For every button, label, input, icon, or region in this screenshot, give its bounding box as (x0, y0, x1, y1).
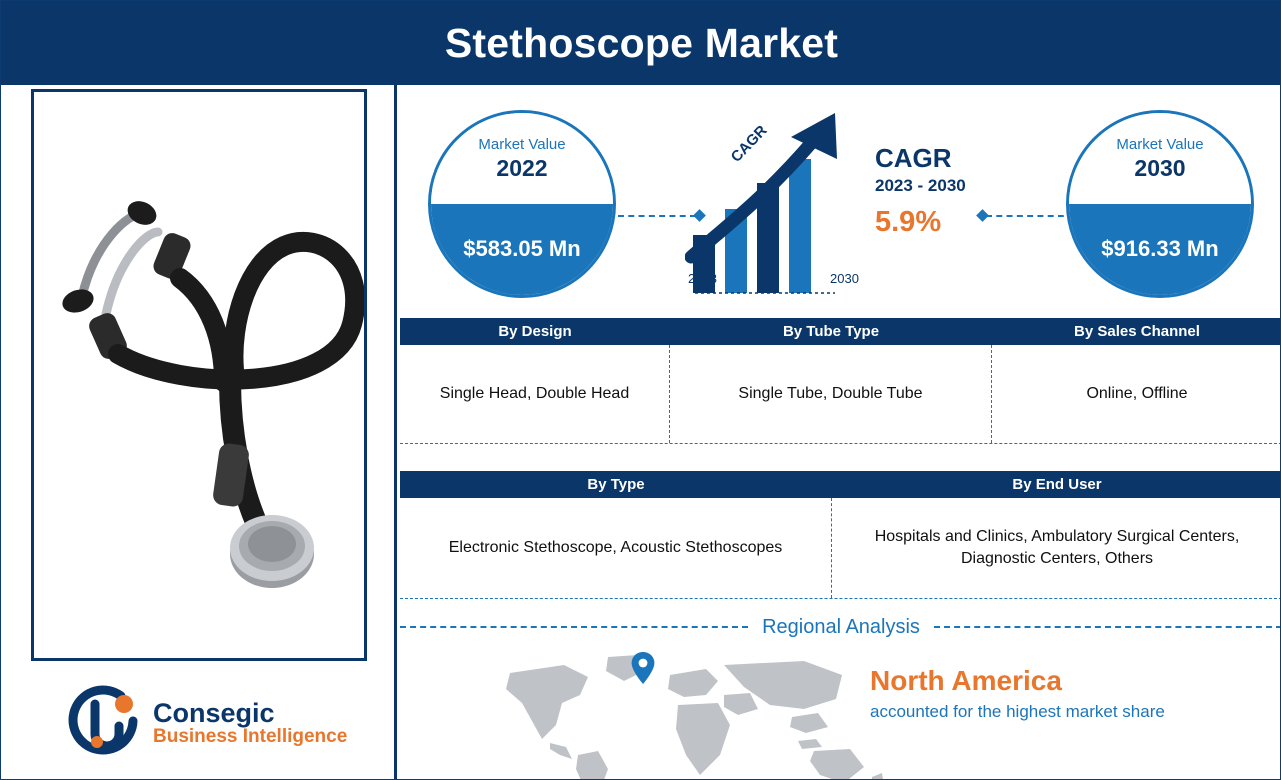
segment-value-by-design: Single Head, Double Head (400, 345, 670, 443)
map-pin-icon (631, 651, 655, 690)
cagr-period: 2023 - 2030 (875, 176, 966, 195)
segment-header-by-design: By Design (498, 323, 572, 340)
market-value-label-2022: Market Value (478, 135, 566, 153)
market-value-strip (400, 85, 1281, 318)
left-panel (1, 85, 397, 780)
segment-header-by-tube-type: By Tube Type (782, 323, 880, 340)
page-header (1, 1, 1281, 85)
segment-header-row-2 (400, 471, 1281, 498)
badge-top (1069, 113, 1251, 204)
segment-value-by-type: Electronic Stethoscope, Acoustic Stethoscopes (400, 498, 832, 598)
regional-analysis-title: Regional Analysis (762, 615, 920, 638)
divider-right (934, 626, 1281, 628)
segment-value-by-sales-channel: Online, Offline (1086, 385, 1188, 403)
badge-bottom (431, 204, 613, 295)
company-logo (61, 673, 361, 773)
connector-line-right (986, 215, 1064, 217)
right-area (400, 85, 1281, 780)
segment-header-by-type: By Type (587, 476, 645, 493)
regional-highlight (870, 665, 1200, 723)
product-image-frame (31, 89, 367, 661)
market-value-label-2030: Market Value (1116, 135, 1204, 153)
cagr-value: 5.9% (875, 206, 942, 238)
logo-tagline: Business Intelligence (153, 726, 348, 748)
stethoscope-illustration (34, 92, 364, 658)
segment-value-by-end-user: Hospitals and Clinics, Ambulatory Surgical Centers, Diagnostic Centers, Others (874, 528, 1240, 567)
market-value-year-2030: 2030 (1134, 154, 1186, 181)
chart-axis-start-label: 2023 (688, 271, 717, 286)
cagr-title: CAGR (875, 143, 952, 173)
segment-header-by-sales-channel: By Sales Channel (1074, 323, 1200, 340)
logo-name: Consegic (153, 697, 275, 728)
divider-left (400, 626, 748, 628)
badge-bottom (1069, 204, 1251, 295)
cagr-block (875, 143, 1025, 239)
segment-body-row-1 (400, 345, 1281, 444)
badge-top (431, 113, 613, 204)
chart-axis-end-label: 2030 (830, 271, 859, 286)
logo-mark-icon (61, 680, 147, 766)
page-title: Stethoscope Market (444, 19, 839, 66)
logo-text (153, 699, 347, 747)
market-value-2030-badge (1066, 110, 1254, 298)
regional-analysis-header (400, 613, 1281, 641)
market-value-year-2022: 2022 (496, 154, 548, 181)
market-value-2022-badge (428, 110, 616, 298)
world-map-icon (492, 651, 892, 780)
segment-header-row-1 (400, 318, 1281, 345)
region-name: North America (870, 665, 1062, 696)
market-value-amount-2022: $583.05 Mn (463, 236, 581, 262)
world-map-illustration (492, 651, 892, 780)
segment-body-row-2 (400, 498, 1281, 599)
market-value-amount-2030: $916.33 Mn (1101, 236, 1219, 262)
segment-header-by-end-user: By End User (1012, 476, 1102, 493)
svg-text:CAGR: CAGR (727, 122, 771, 166)
segment-value-by-tube-type: Single Tube, Double Tube (670, 345, 992, 443)
region-description: accounted for the highest market share (870, 702, 1165, 721)
growth-bar-chart-icon (685, 107, 865, 297)
